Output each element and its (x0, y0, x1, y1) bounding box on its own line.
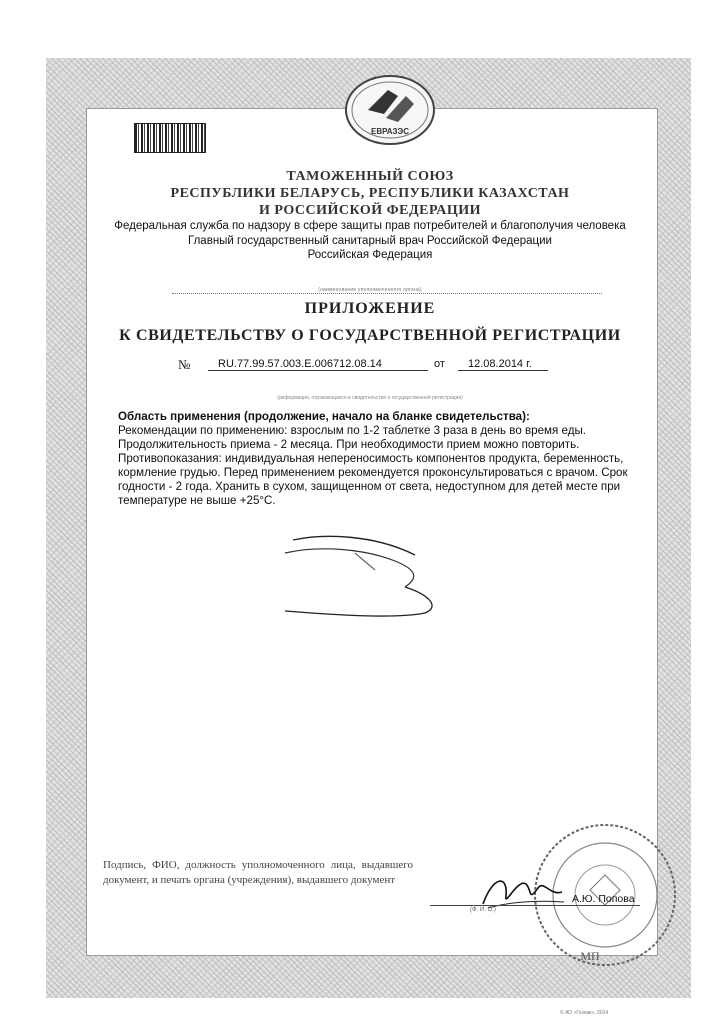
authority-line (172, 293, 602, 294)
service-line-3: Российская Федерация (307, 249, 433, 261)
union-line-1: ТАМОЖЕННЫЙ СОЮЗ (286, 169, 454, 184)
registration-number: RU.77.99.57.003.E.006712.08.14 (208, 358, 428, 371)
document-title: ПРИЛОЖЕНИЕ (304, 300, 436, 317)
union-line-3: И РОССИЙСКОЙ ФЕДЕРАЦИИ (259, 203, 481, 218)
info-note: (информация, отражающаяся в свидетельстве о государственной регистрации) (277, 395, 463, 401)
authority-note: (наименование уполномоченного органа) (318, 287, 422, 293)
application-text (118, 410, 638, 508)
signature-scribble (265, 515, 445, 620)
union-line-2: РЕСПУБЛИКИ БЕЛАРУСЬ, РЕСПУБЛИКИ КАЗАХСТАН (170, 186, 570, 201)
eurasec-logo-icon (340, 70, 440, 150)
logo-text: ЕВРАЗЭС (370, 127, 410, 136)
registration-date: 12.08.2014 г. (458, 358, 548, 371)
application-paragraph: Рекомендации по применению: взрослым по 1-2 таблетке 3 раза в день во время еды. Продолжительность приема - 2 месяца. При необходимости прием можно повторить. Противопоказания: индивидуальная непереносимость компонентов продукта, беременность, кормление грудью. Перед применением рекомендуется проконсультироваться с врачом. Срок годности - 2 года. Хранить в сухом, защищенном от света, недоступном для детей месте при температуре не выше +25°С. (118, 424, 628, 507)
from-label: от (434, 358, 445, 370)
barcode-icon (134, 123, 206, 153)
signature-label: Подпись, ФИО, должность уполномоченного лица, выдавшего документ, и печать органа (учреждения), выдавшего документ (103, 859, 413, 886)
service-line-2: Главный государственный санитарный врач Российской Федерации (188, 234, 552, 247)
seal-text: МП (580, 949, 600, 963)
service-header (90, 219, 650, 263)
application-heading: Область применения (продолжение, начало на бланке свидетельства): (118, 410, 530, 423)
document-subtitle: К СВИДЕТЕЛЬСТВУ О ГОСУДАРСТВЕННОЙ РЕГИСТРАЦИИ (119, 327, 621, 344)
printer-note: © АО «Гознак», 2014 (560, 1010, 609, 1016)
union-header (90, 168, 650, 219)
number-sign: № (178, 357, 191, 372)
signature-line (430, 905, 640, 906)
official-name: А.Ю. Попова (572, 893, 635, 905)
service-line-1: Федеральная служба по надзору в сфере защиты прав потребителей и благополучия человека (114, 220, 626, 232)
registration-line (168, 357, 568, 375)
fio-note: (Ф. И. О.) (470, 907, 496, 913)
